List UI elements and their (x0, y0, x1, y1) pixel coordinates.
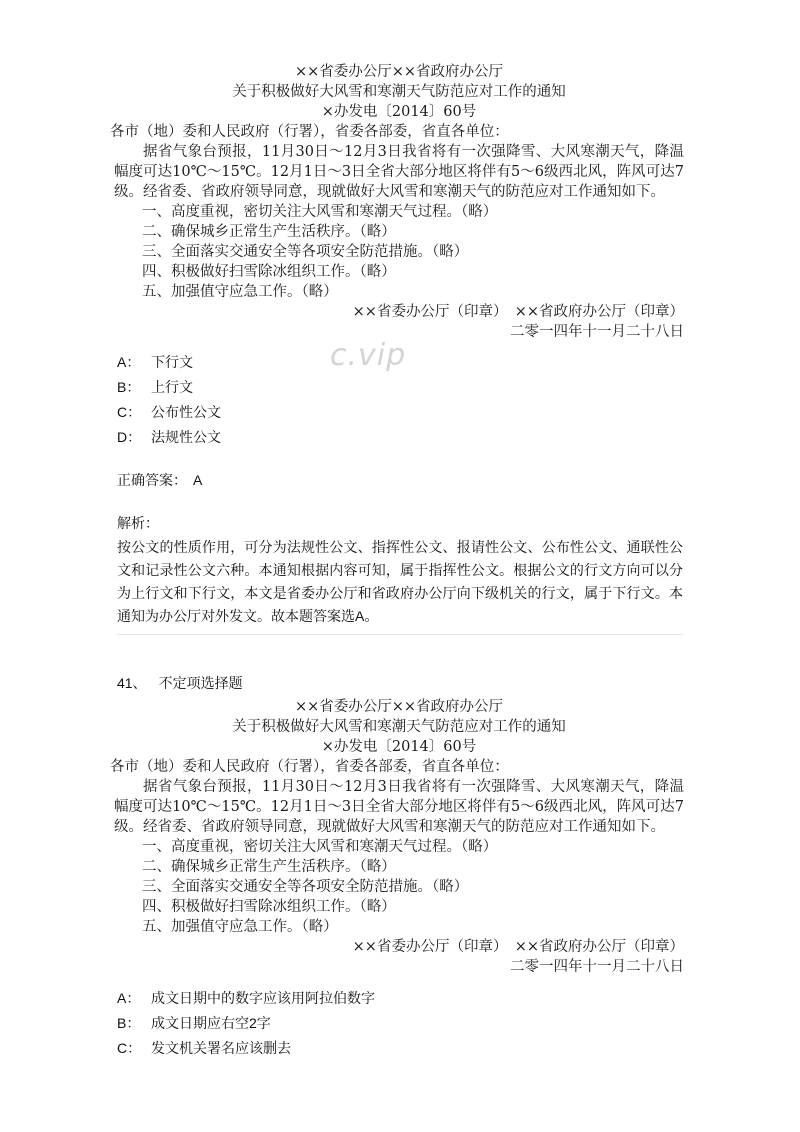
option-text: 发文机关署名应该删去 (151, 1040, 291, 1056)
notice-title: 关于积极做好大风雪和寒潮天气防范应对工作的通知 (232, 719, 566, 735)
option-c[interactable] (117, 1038, 291, 1058)
option-text: 成文日期应右空2字 (151, 1015, 271, 1031)
notice-item: 四、积极做好扫雪除冰组织工作。（略） (142, 899, 396, 915)
option-text: 法规性公文 (151, 429, 221, 445)
option-key: A： (117, 990, 141, 1006)
notice-signers: ××省委办公厅（印章） ××省政府办公厅（印章） (352, 939, 684, 955)
option-c[interactable] (117, 402, 221, 422)
option-text: 下行文 (151, 354, 193, 370)
question-type: 不定项选择题 (158, 675, 243, 691)
option-d[interactable] (117, 427, 221, 447)
divider (117, 634, 683, 635)
option-key: C： (117, 1040, 142, 1056)
notice-body: 据省气象台预报，11月30日～12月3日我省将有一次强降雪、大风寒潮天气，降温幅度可达10℃～15℃。12月1日～3日全省大部分地区将伴有5～6级西北风，阵风可达7级。经省委、省政府领导同意，现就做好大风雪和寒潮天气的防范应对工作通知如下。 (114, 144, 684, 200)
notice-date: 二零一四年十一月二十八日 (510, 959, 684, 975)
option-key: D： (117, 429, 142, 445)
notice-image-2 (110, 697, 684, 977)
notice-recipient: 各市（地）委和人民政府（行署），省委各部委，省直各单位： (110, 759, 509, 775)
option-key: C： (117, 404, 142, 420)
question-41-header (117, 673, 243, 693)
answer-value: A (193, 472, 203, 488)
notice-item: 二、确保城乡正常生产生活秩序。（略） (142, 224, 396, 240)
notice-date: 二零一四年十一月二十八日 (510, 324, 684, 340)
question-number: 41、 (117, 675, 147, 691)
notice-item: 五、加强值守应急工作。（略） (142, 284, 338, 300)
answer-label: 正确答案： (117, 472, 187, 488)
notice-doc-no: ×办发电〔2014〕60号 (321, 739, 477, 755)
option-key: A： (117, 354, 141, 370)
option-key: B： (117, 379, 141, 395)
option-b[interactable] (117, 1013, 271, 1033)
notice-org: ××省委办公厅××省政府办公厅 (294, 64, 504, 80)
option-b[interactable] (117, 377, 193, 397)
option-text: 成文日期中的数字应该用阿拉伯数字 (151, 990, 375, 1006)
notice-item: 四、积极做好扫雪除冰组织工作。（略） (142, 264, 396, 280)
notice-item: 三、全面落实交通安全等各项安全防范措施。（略） (142, 879, 469, 895)
notice-item: 一、高度重视，密切关注大风雪和寒潮天气过程。（略） (142, 839, 498, 855)
option-text: 上行文 (151, 379, 193, 395)
option-a[interactable] (117, 352, 193, 372)
notice-body: 据省气象台预报，11月30日～12月3日我省将有一次强降雪、大风寒潮天气，降温幅度可达10℃～15℃。12月1日～3日全省大部分地区将伴有5～6级西北风，阵风可达7级。经省委、省政府领导同意，现就做好大风雪和寒潮天气的防范应对工作通知如下。 (114, 779, 684, 835)
notice-item: 五、加强值守应急工作。（略） (142, 919, 338, 935)
analysis-text: 按公文的性质作用，可分为法规性公文、指挥性公文、报请性公文、公布性公文、通联性公文和记录性公文六种。本通知根据内容可知，属于指挥性公文。根据公文的行文方向可以分为上行文和下行文，本文是省委办公厅和省政府办公厅向下级机关的行文，属于下行文。本通知为办公厅对外发文。故本题答案选A。 (117, 539, 683, 624)
option-text: 公布性公文 (151, 404, 221, 420)
notice-recipient: 各市（地）委和人民政府（行署），省委各部委，省直各单位： (110, 124, 509, 140)
notice-item: 一、高度重视，密切关注大风雪和寒潮天气过程。（略） (142, 204, 498, 220)
notice-item: 三、全面落实交通安全等各项安全防范措施。（略） (142, 244, 469, 260)
watermark: c.vip (330, 338, 407, 373)
notice-image-1 (110, 62, 684, 342)
correct-answer (117, 470, 202, 490)
notice-item: 二、确保城乡正常生产生活秩序。（略） (142, 859, 396, 875)
option-key: B： (117, 1015, 141, 1031)
notice-signers: ××省委办公厅（印章） ××省政府办公厅（印章） (352, 304, 684, 320)
option-a[interactable] (117, 988, 375, 1008)
notice-title: 关于积极做好大风雪和寒潮天气防范应对工作的通知 (232, 84, 566, 100)
notice-doc-no: ×办发电〔2014〕60号 (321, 104, 477, 120)
notice-org: ××省委办公厅××省政府办公厅 (294, 699, 504, 715)
analysis-label: 解析： (117, 515, 159, 531)
